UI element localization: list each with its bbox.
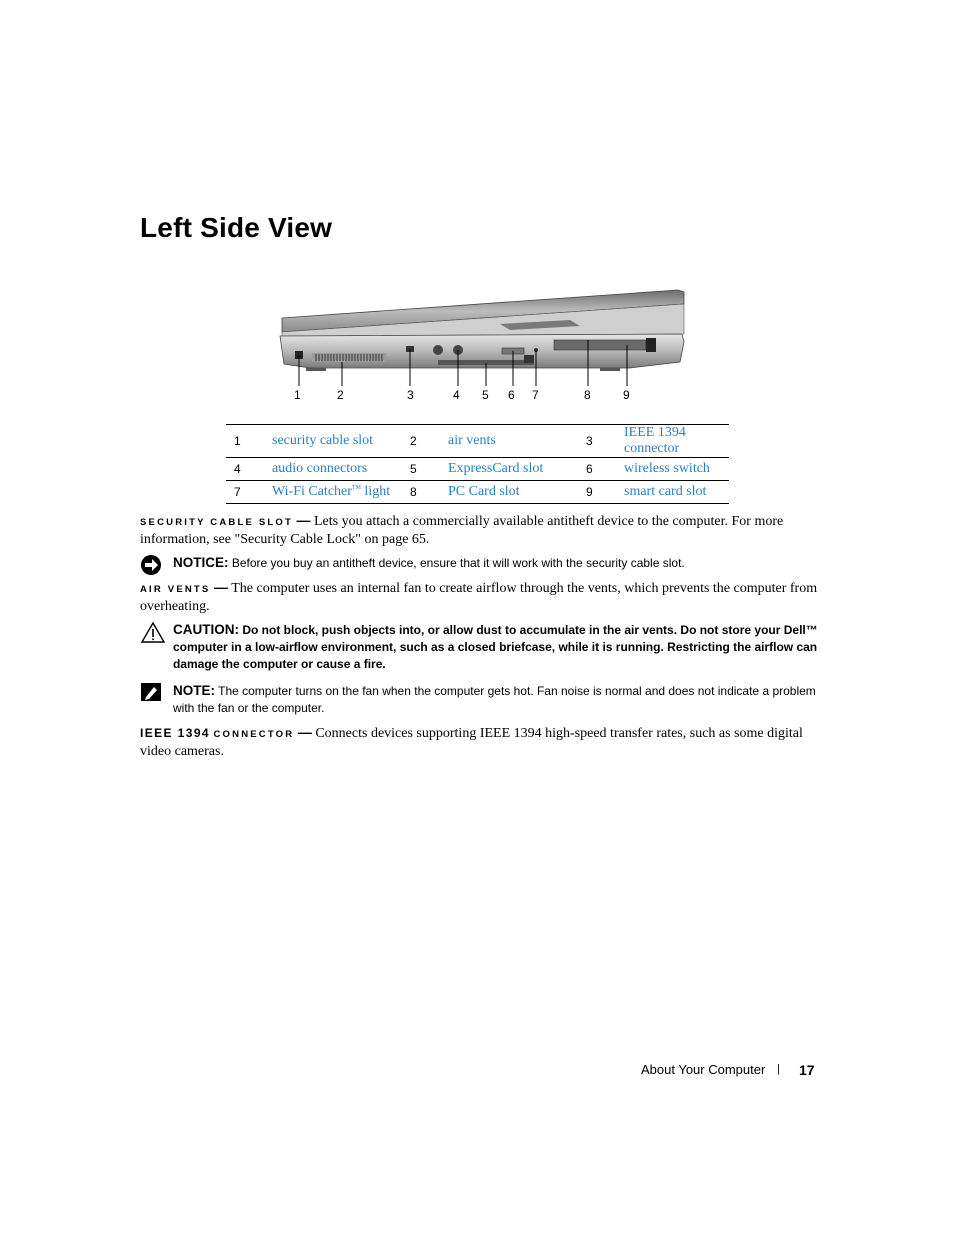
term-heading: IEEE 1394	[140, 726, 210, 740]
legend-link-expresscard-slot[interactable]: ExpressCard slot	[448, 458, 578, 481]
legend-number: 5	[402, 458, 448, 481]
callout-number: 3	[407, 388, 414, 402]
note-pencil-icon	[140, 682, 164, 704]
page-title: Left Side View	[140, 212, 333, 243]
callout-number: 8	[584, 388, 591, 402]
notice-arrow-icon	[140, 554, 166, 576]
air-vents-shape	[312, 353, 386, 362]
paragraph-text: Lets you attach a commercially available antitheft device to the computer. For more information, see "Security Cable Lock" on page 65.	[140, 514, 784, 547]
legend-link-pc-card-slot[interactable]: PC Card slot	[448, 481, 578, 504]
table-row	[226, 458, 729, 481]
legend-number: 9	[578, 481, 624, 504]
legend-link-audio-connectors[interactable]: audio connectors	[272, 458, 402, 481]
legend-link-air-vents[interactable]: air vents	[448, 425, 578, 458]
page-number: 17	[799, 1062, 815, 1078]
legend-number: 7	[226, 481, 272, 504]
paragraph-text: The computer uses an internal fan to create airflow through the vents, which prevents the computer from overheating.	[140, 581, 818, 614]
caution-triangle-icon	[140, 621, 166, 643]
air-vents-paragraph	[140, 579, 820, 615]
ieee-1394-paragraph	[140, 724, 820, 760]
notice-heading: NOTICE:	[173, 555, 229, 570]
audio-jack-shape	[433, 345, 443, 355]
legend-link-ieee-1394-connector[interactable]: IEEE 1394 connector	[624, 425, 729, 458]
legend-number: 2	[402, 425, 448, 458]
callout-number: 5	[482, 388, 489, 402]
note-block	[140, 682, 820, 717]
term-heading: AIR VENTS	[140, 584, 211, 595]
caution-block	[140, 621, 820, 673]
callout-number: 9	[623, 388, 630, 402]
note-heading: NOTE:	[173, 683, 215, 698]
legend-link-wifi-catcher-light[interactable]	[272, 481, 402, 504]
legend-number: 3	[578, 425, 624, 458]
security-cable-slot-paragraph	[140, 512, 820, 548]
notice-block	[140, 554, 830, 572]
legend-number: 1	[226, 425, 272, 458]
term-dash: —	[297, 724, 312, 740]
trademark-mark: TM	[351, 485, 361, 491]
callout-number: 4	[453, 388, 460, 402]
table-row	[226, 481, 729, 504]
legend-label-suffix: light	[360, 484, 391, 499]
legend-link-wireless-switch[interactable]: wireless switch	[624, 458, 729, 481]
term-heading: CONNECTOR	[213, 729, 295, 740]
legend-number: 4	[226, 458, 272, 481]
callout-number: 1	[294, 388, 301, 402]
callout-number: 7	[532, 388, 539, 402]
legend-number: 8	[402, 481, 448, 504]
pc-card-slot-shape	[554, 340, 646, 350]
caution-text: Do not block, push objects into, or allow dust to accumulate in the air vents. Do not store your Dell™ computer in a low-airflow environment, such as a closed briefcase, while it is running. Restricting the airflow can damage the computer or cause a fire.	[173, 623, 818, 671]
legend-label: Wi-Fi Catcher	[272, 484, 352, 499]
term-dash: —	[213, 579, 228, 595]
legend-link-smart-card-slot[interactable]: smart card slot	[624, 481, 729, 504]
callout-number: 6	[508, 388, 515, 402]
footer-section-name: About Your Computer	[641, 1062, 766, 1077]
paragraph-text: Connects devices supporting IEEE 1394 high-speed transfer rates, such as some digital video cameras.	[140, 726, 803, 759]
term-heading: SECURITY CABLE SLOT	[140, 517, 293, 528]
laptop-left-side-illustration	[270, 282, 700, 404]
footer-separator: |	[777, 1063, 780, 1075]
term-dash: —	[296, 512, 311, 528]
caution-heading: CAUTION:	[173, 622, 239, 637]
note-text: The computer turns on the fan when the computer gets hot. Fan noise is normal and does not indicate a problem with the fan or the computer.	[173, 684, 816, 715]
legend-link-security-cable-slot[interactable]: security cable slot	[272, 425, 402, 458]
callout-legend-table	[226, 424, 729, 504]
callout-number: 2	[337, 388, 344, 402]
legend-number: 6	[578, 458, 624, 481]
table-row	[226, 425, 729, 458]
notice-text: Before you buy an antitheft device, ensure that it will work with the security cable slot.	[231, 556, 685, 570]
